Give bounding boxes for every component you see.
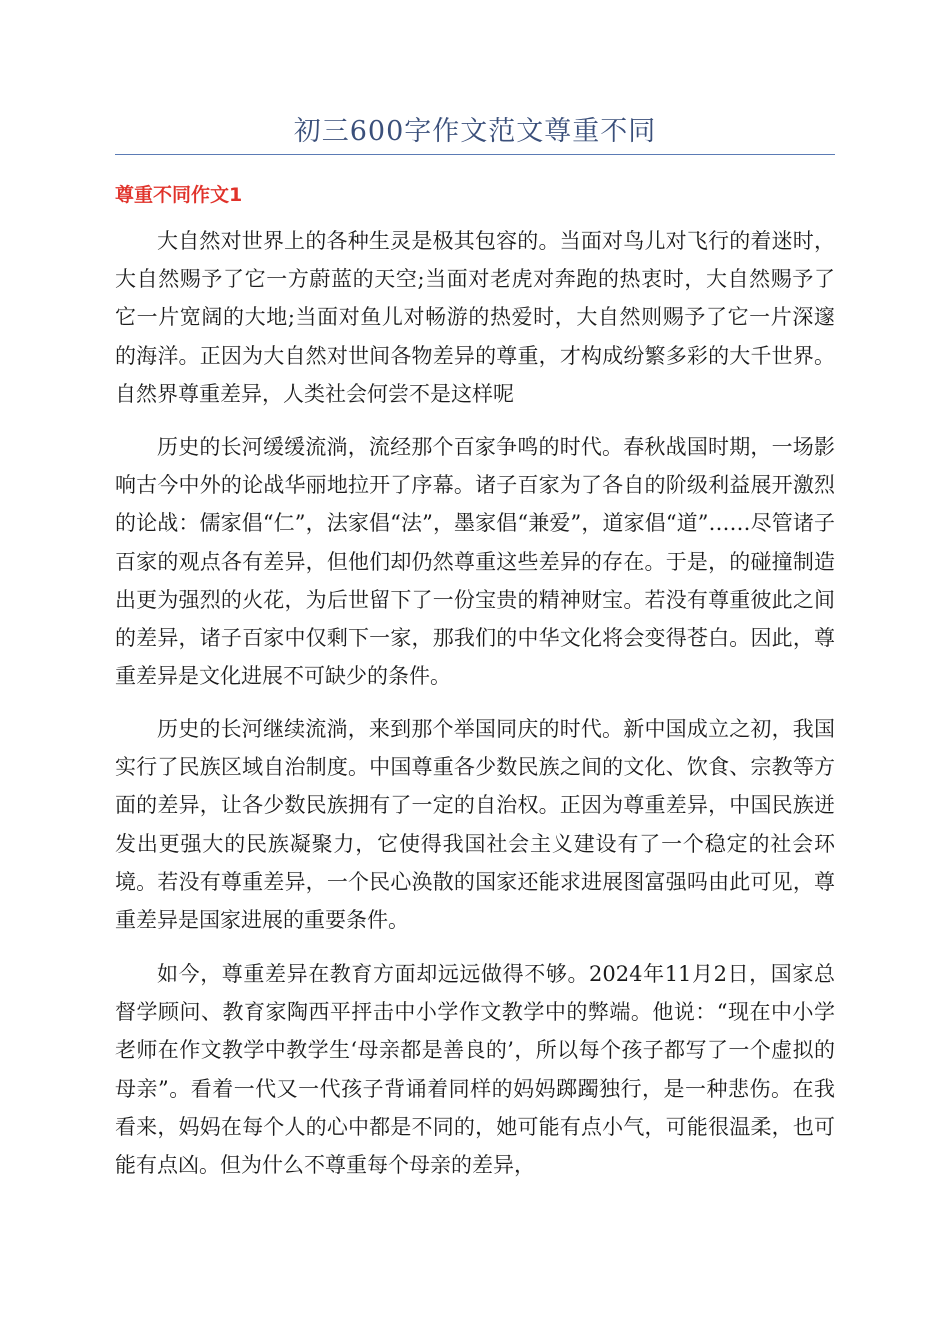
section-heading: 尊重不同作文1: [115, 184, 243, 206]
paragraph-1: 大自然对世界上的各种生灵是极其包容的。当面对鸟儿对飞行的着迷时，大自然赐予了它一方蔚蓝的天空;当面对老虎对奔跑的热衷时，大自然赐予了它一片宽阔的大地;当面对鱼儿对畅游的热爱时，大自然则赐予了它一片深邃的海洋。正因为大自然对世间各物差异的尊重，才构成纷繁多彩的大千世界。自然界尊重差异，人类社会何尝不是这样呢: [115, 229, 835, 406]
paragraph-3: 历史的长河继续流淌，来到那个举国同庆的时代。新中国成立之初，我国实行了民族区域自治制度。中国尊重各少数民族之间的文化、饮食、宗教等方面的差异，让各少数民族拥有了一定的自治权。正因为尊重差异，中国民族迸发出更强大的民族凝聚力，它使得我国社会主义建设有了一个稳定的社会环境。若没有尊重差异，一个民心涣散的国家还能求进展图富强吗由此可见，尊重差异是国家进展的重要条件。: [115, 717, 835, 933]
paragraph-2: 历史的长河缓缓流淌，流经那个百家争鸣的时代。春秋战国时期，一场影响古今中外的论战华丽地拉开了序幕。诸子百家为了各自的阶级利益展开激烈的论战：儒家倡“仁”，法家倡“法”，墨家倡“兼爱”，道家倡“道”……尽管诸子百家的观点各有差异，但他们却仍然尊重这些差异的存在。于是，的碰撞制造出更为强烈的火花，为后世留下了一份宝贵的精神财宝。若没有尊重彼此之间的差异，诸子百家中仅剩下一家，那我们的中华文化将会变得苍白。因此，尊重差异是文化进展不可缺少的条件。: [115, 435, 835, 689]
document-title: 初三600字作文范文尊重不同: [293, 116, 657, 147]
title-divider: [115, 154, 835, 155]
paragraph-4: 如今，尊重差异在教育方面却远远做得不够。2024年11月2日，国家总督学顾问、教育家陶西平抨击中小学作文教学中的弊端。他说：“现在中小学老师在作文教学中教学生‘母亲都是善良的’，所以每个孩子都写了一个虚拟的母亲”。看着一代又一代孩子背诵着同样的妈妈踯躅独行，是一种悲伤。在我看来，妈妈在每个人的心中都是不同的，她可能有点小气，可能很温柔，也可能有点凶。但为什么不尊重每个母亲的差异，: [115, 962, 835, 1178]
